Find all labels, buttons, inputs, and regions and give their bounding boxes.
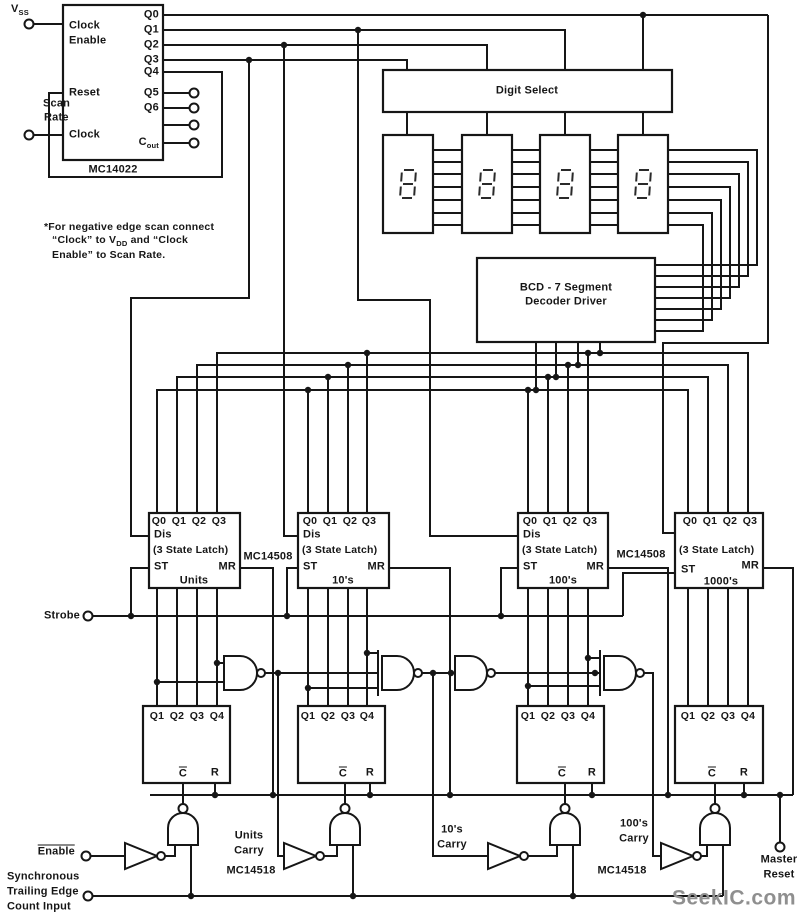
inverter-bubble-hundreds-carry	[693, 852, 701, 860]
counter1-q4-label: Q4	[209, 709, 225, 722]
nand-gate-hundreds-decode	[604, 656, 636, 690]
latch3-q1-label: Q1	[542, 514, 558, 527]
counter3-clock-label: C	[557, 767, 567, 780]
clock-nand-bubble-units	[179, 804, 188, 813]
inverter-enable	[125, 843, 157, 869]
clock-nand-bubble-thousands	[711, 804, 720, 813]
master-reset-label-1: Master	[760, 853, 798, 866]
latch3-name-label: 100's	[548, 574, 578, 587]
clock-nand-hundreds	[550, 813, 580, 845]
counter3-q1-label: Q1	[520, 709, 536, 722]
hundreds-carry-label-2: Carry	[619, 832, 649, 845]
latch2-name-label: 10's	[332, 574, 354, 587]
strobe-label: Strobe	[43, 609, 80, 622]
decoder-label-2: Decoder Driver	[525, 295, 607, 308]
latch1-mr-label: MR	[218, 560, 236, 573]
mc14518-left-label: MC14518	[226, 864, 276, 877]
latch1-dis-label: Dis	[154, 528, 172, 541]
counter4-q4-label: Q4	[740, 709, 756, 722]
nand-bubble-units	[257, 669, 265, 677]
clock-nand-bubble-hundreds	[561, 804, 570, 813]
latch4-type-label: (3 State Latch)	[679, 543, 755, 556]
latch1-type-label: (3 State Latch)	[153, 543, 229, 556]
q3-pin-label: Q3	[143, 53, 159, 66]
note-line-3: Enable” to Scan Rate.	[52, 248, 166, 261]
q1-pin-label: Q1	[143, 23, 159, 36]
counter4-q1-label: Q1	[680, 709, 696, 722]
q6-pin-label: Q6	[143, 101, 159, 114]
count-input-label-3: Count Input	[7, 900, 71, 913]
note-line-1: *For negative edge scan connect	[44, 220, 215, 233]
latch2-q0-label: Q0	[302, 514, 318, 527]
counter4-reset-label: R	[739, 766, 749, 779]
latch2-st-label: ST	[303, 560, 318, 573]
latch4-name-label: 1000's	[703, 575, 739, 588]
inverter-hundreds-carry	[661, 843, 693, 869]
counter3-q2-label: Q2	[540, 709, 556, 722]
hundreds-carry-label-1: 100's	[619, 817, 649, 830]
clock-enable-label-1: Clock	[69, 19, 100, 32]
units-carry-label-1: Units	[234, 829, 264, 842]
counter4-q3-label: Q3	[720, 709, 736, 722]
inverter-bubble-tens-carry	[520, 852, 528, 860]
counter2-clock-label: C	[338, 767, 348, 780]
vss-label: $V_{SS}$	[11, 2, 29, 17]
units-carry-label-2: Carry	[234, 844, 264, 857]
counter2-q4-label: Q4	[359, 709, 375, 722]
vss-terminal	[25, 20, 34, 29]
scan-rate-label-2: Rate	[44, 111, 69, 124]
nand-gate-tens-decode	[382, 656, 414, 690]
spare-terminal	[190, 121, 199, 130]
mc14518-right-label: MC14518	[597, 864, 647, 877]
latch4-st-label: ST	[681, 563, 696, 576]
clock-nand-bubble-tens	[341, 804, 350, 813]
latch1-name-label: Units	[179, 574, 209, 587]
tens-carry-label-2: Carry	[437, 838, 467, 851]
nand-gate-units-decode	[224, 656, 257, 690]
scan-rate-label-1: Scan	[43, 97, 71, 110]
latch4-q1-label: Q1	[702, 514, 718, 527]
q5-pin-label: Q5	[143, 86, 159, 99]
nand-bubble-hundreds	[636, 669, 644, 677]
digit-select-label: Digit Select	[495, 84, 559, 97]
latch4-q2-label: Q2	[722, 514, 738, 527]
watermark: SeekIC.com	[671, 886, 797, 910]
counter4-clock-label: C	[707, 767, 717, 780]
carry-out-terminal	[190, 139, 199, 148]
strobe-terminal	[84, 612, 93, 621]
counter1-q1-label: Q1	[149, 709, 165, 722]
latch1-q1-label: Q1	[171, 514, 187, 527]
tens-carry-label-1: 10's	[441, 823, 463, 836]
counter2-reset-label: R	[365, 766, 375, 779]
counter2-q2-label: Q2	[320, 709, 336, 722]
counter1-q2-label: Q2	[169, 709, 185, 722]
mc14022-part-label: MC14022	[88, 163, 138, 176]
latch2-mr-label: MR	[367, 560, 385, 573]
enable-terminal	[82, 852, 91, 861]
latch2-q3-label: Q3	[361, 514, 377, 527]
counter2-q3-label: Q3	[340, 709, 356, 722]
wire-bcd-bus	[157, 342, 748, 513]
latch3-type-label: (3 State Latch)	[522, 543, 598, 556]
carry-out-label: $C_{out}$	[138, 135, 159, 150]
latch4-q0-label: Q0	[682, 514, 698, 527]
enable-label: Enable	[37, 845, 75, 858]
counter4-q2-label: Q2	[700, 709, 716, 722]
counter2-q1-label: Q1	[300, 709, 316, 722]
latch2-type-label: (3 State Latch)	[302, 543, 378, 556]
count-input-label-2: Trailing Edge	[7, 885, 79, 898]
latch3-q2-label: Q2	[562, 514, 578, 527]
counter1-clock-label: C	[178, 767, 188, 780]
counter1-reset-label: R	[210, 766, 220, 779]
mc14508-left-label: MC14508	[243, 550, 293, 563]
latch2-q2-label: Q2	[342, 514, 358, 527]
latch4-mr-label: MR	[741, 559, 759, 572]
clock-label: Clock	[69, 128, 100, 141]
latch4-q3-label: Q3	[742, 514, 758, 527]
q6-terminal	[190, 104, 199, 113]
q5-terminal	[190, 89, 199, 98]
latch1-q2-label: Q2	[191, 514, 207, 527]
inverter-units-carry	[284, 843, 316, 869]
clock-nand-thousands	[700, 813, 730, 845]
inverter-bubble-units-carry	[316, 852, 324, 860]
note-line-2: “Clock” to $V_{DD}$ and “Clock	[52, 233, 189, 248]
nand-gate-middle	[455, 656, 487, 690]
latch3-q0-label: Q0	[522, 514, 538, 527]
wire-digit-select-outputs	[407, 112, 643, 135]
count-input-label-1: Synchronous	[7, 870, 80, 883]
q4-pin-label: Q4	[143, 65, 159, 78]
nand-bubble-tens	[414, 669, 422, 677]
q0-pin-label: Q0	[143, 8, 159, 21]
latch3-dis-label: Dis	[523, 528, 541, 541]
latch3-st-label: ST	[523, 560, 538, 573]
latch1-q3-label: Q3	[211, 514, 227, 527]
counter1-q3-label: Q3	[189, 709, 205, 722]
inverter-tens-carry	[488, 843, 520, 869]
clock-nand-units	[168, 813, 198, 845]
counter3-q3-label: Q3	[560, 709, 576, 722]
scan-rate-terminal	[25, 131, 34, 140]
latch2-q1-label: Q1	[322, 514, 338, 527]
latch3-mr-label: MR	[586, 560, 604, 573]
reset-label: Reset	[69, 86, 100, 99]
latch3-q3-label: Q3	[582, 514, 598, 527]
latch1-q0-label: Q0	[151, 514, 167, 527]
master-reset-label-2: Reset	[763, 868, 795, 881]
q2-pin-label: Q2	[143, 38, 159, 51]
master-reset-terminal	[776, 843, 785, 852]
clock-enable-label-2: Enable	[69, 34, 107, 47]
counter3-q4-label: Q4	[580, 709, 596, 722]
counter3-reset-label: R	[587, 766, 597, 779]
latch2-dis-label: Dis	[303, 528, 321, 541]
nand-bubble-middle	[487, 669, 495, 677]
count-input-terminal	[84, 892, 93, 901]
decoder-label-1: BCD - 7 Segment	[519, 281, 613, 294]
latch1-st-label: ST	[154, 560, 169, 573]
clock-nand-tens	[330, 813, 360, 845]
inverter-bubble-enable	[157, 852, 165, 860]
mc14508-right-label: MC14508	[616, 548, 666, 561]
